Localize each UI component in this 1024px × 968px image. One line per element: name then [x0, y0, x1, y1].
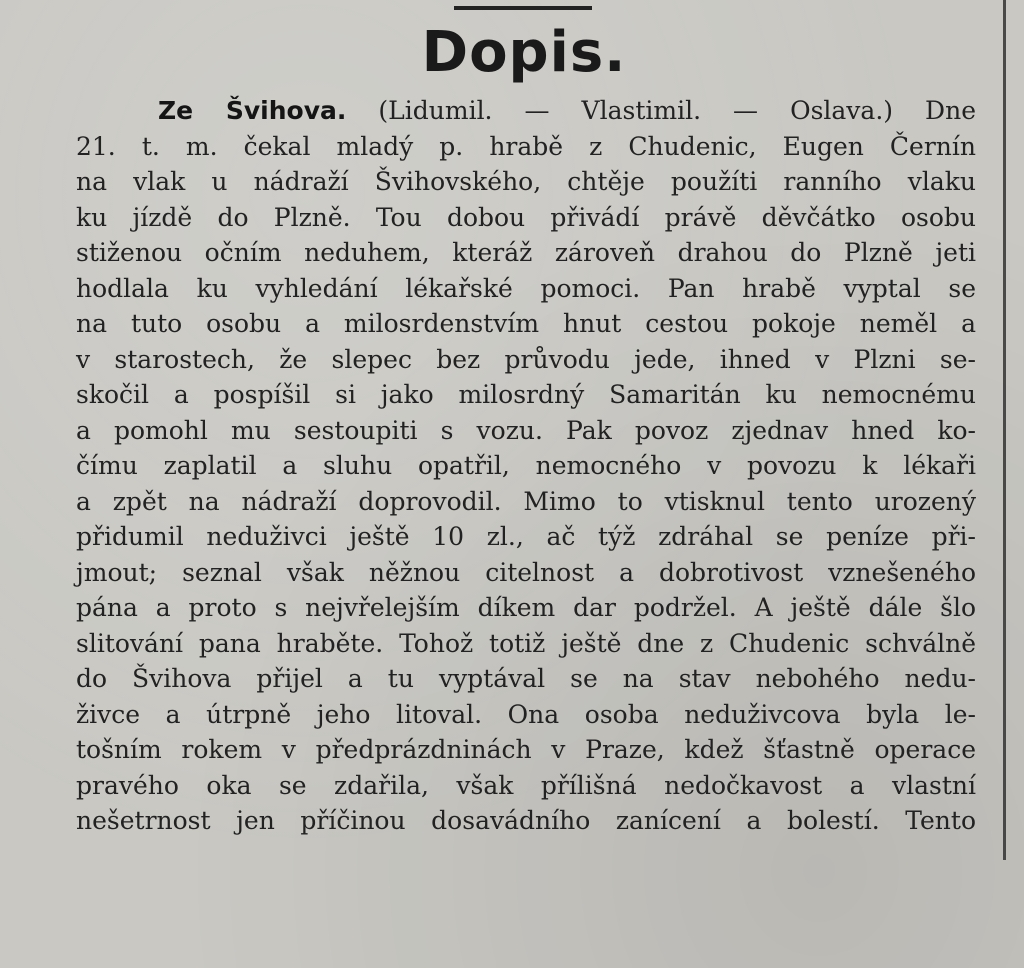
article-line-5: stiženou očním neduhem, kteráž zároveň drahou do Plzně jeti [76, 238, 976, 267]
article-body [76, 93, 976, 839]
article-line-3: na vlak u nádraží Švihovského, chtěje použíti ranního vlaku [76, 167, 976, 196]
column-divider-rule [1003, 0, 1006, 860]
article-line-16: slitování pana hraběte. Tohož totiž ještě dne z Chudenic schválně [76, 628, 976, 658]
article-line-2: 21. t. m. čekal mladý p. hrabě z Chudenic, Eugen Černín [76, 131, 976, 161]
article-line-17: do Švihova přijel a tu vyptával se na stav nebohého nedu- [76, 664, 976, 693]
article-line-4: ku jízdě do Plzně. Tou dobou přivádí právě děvčátko osobu [76, 202, 976, 232]
article-line-9: skočil a pospíšil si jako milosrdný Samaritán ku nemocnému [76, 380, 976, 409]
article-line-19: tošním rokem v předprázdninách v Praze, kdež šťastně operace [76, 735, 976, 764]
top-divider-rule [454, 6, 592, 10]
article-lead-place: Ze Švihova. [158, 96, 347, 125]
article-line-20: pravého oka se zdařila, však přílišná nedočkavost a vlastní [76, 770, 976, 800]
article-line-7: na tuto osobu a milosrdenstvím hnut cestou pokoje neměl a [76, 309, 976, 338]
article-line-15: pána a proto s nejvřelejším díkem dar podržel. A ještě dále šlo [76, 593, 976, 622]
article-line-12: a zpět na nádraží doprovodil. Mimo to vtisknul tento urozený [76, 486, 976, 516]
article-heading: Dopis. [421, 20, 627, 85]
article-line-10: a pomohl mu sestoupiti s vozu. Pak povoz zjednav hned ko- [76, 415, 976, 445]
article-line-1-text: (Lidumil. — Vlastimil. — Oslava.) Dne [378, 96, 976, 125]
article-line-13: přidumil neduživci ještě 10 zl., ač týž zdráhal se peníze při- [76, 522, 976, 551]
article-line-21: nešetrnost jen příčinou dosavádního zanícení a bolestí. Tento [76, 806, 976, 835]
article-line-6: hodlala ku vyhledání lékařské pomoci. Pan hrabě vyptal se [76, 273, 976, 303]
article-line-14: jmout; seznal však něžnou citelnost a dobrotivost vznešeného [76, 557, 976, 587]
article-line-8: v starostech, že slepec bez průvodu jede, ihned v Plzni se- [76, 344, 976, 374]
article-line-1 [76, 93, 976, 129]
article-line-18: živce a útrpně jeho litoval. Ona osoba neduživcova byla le- [76, 699, 976, 729]
article-line-11: čímu zaplatil a sluhu opatřil, nemocného v povozu k lékaři [76, 451, 976, 480]
